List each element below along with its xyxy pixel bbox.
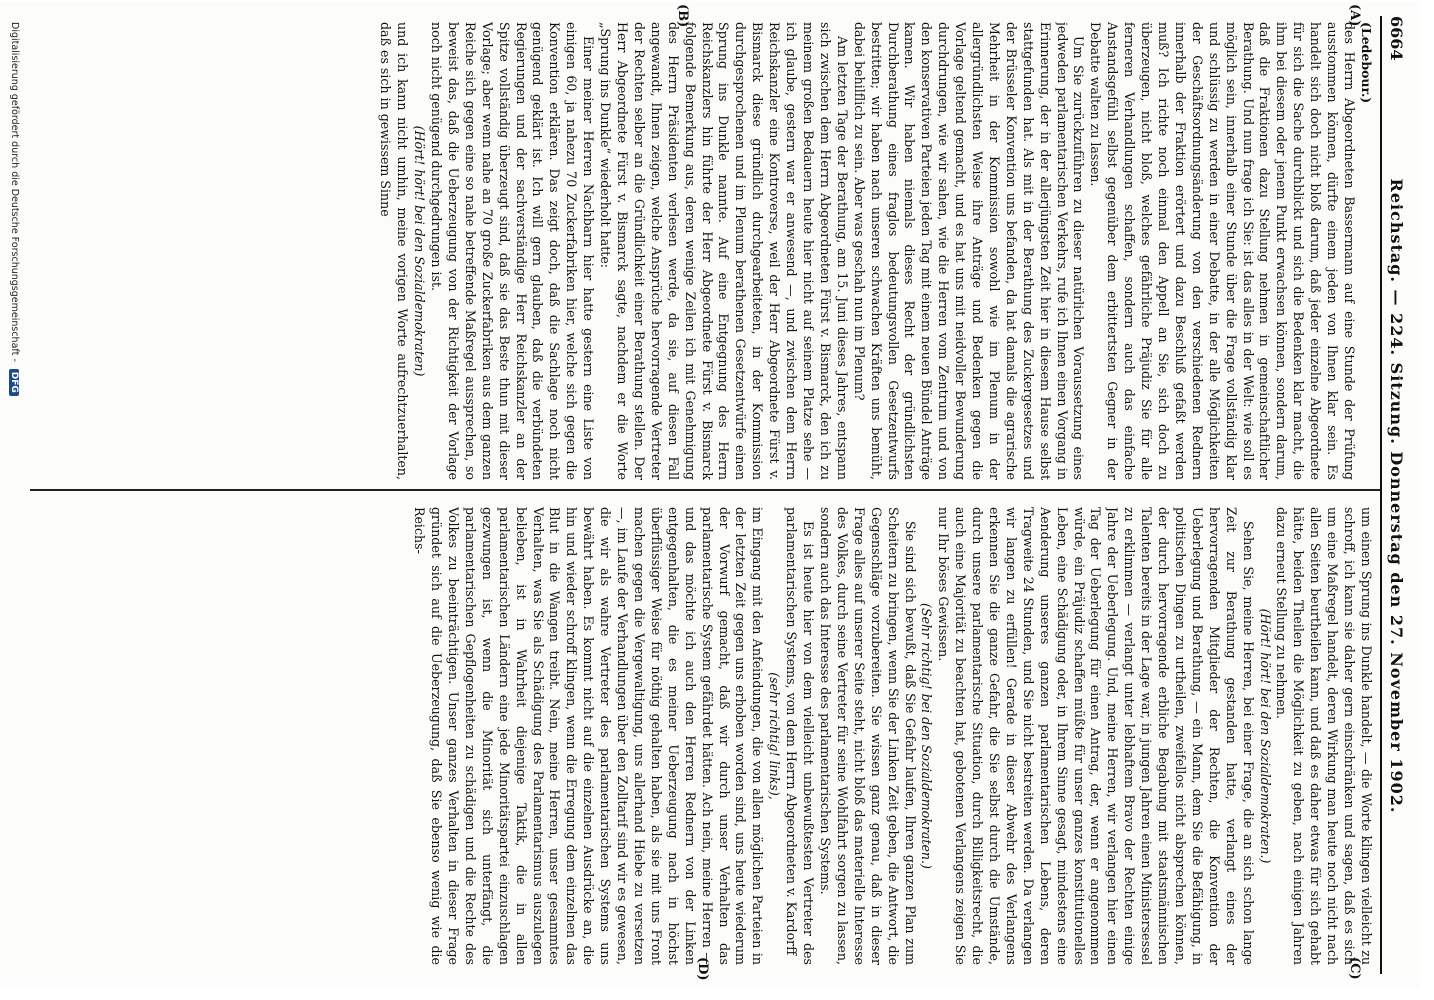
page-header [1380,16,1410,976]
right-paragraph: Sie sind sich bewußt, daß Sie Gefahr laufen, Ihren ganzen Plan zum Scheitern zu bringen, wenn Sie der Linken Zeit geben, die Antwort, die Gegenschläge vorzubereiten. Sie wissen ganz genau, daß in dieser Frage alles auf unserer Seite steht, nicht bloß das materielle Interesse des Volkes, durch seine Vertreter für seine Wohlfahrt sorgen zu lassen, sondern auch das Interesse des parlamentarischen Systems. [818,507,918,965]
dfg-logo: DFG [9,369,19,396]
right-paragraph: um einen Sprung ins Dunkle handelt, — die Worte klingen vielleicht zu schroff, ich kann sie daher gern einschränken und sagen, daß es sich um eine Maßregel handelt, deren Wirkung man heute noch nicht nach allen Seiten beurtheilen kann, und daß es daher etwas für sich gehabt hätte, beiden Theilen die Möglichkeit zu geben, nach einigen Jahren dazu erneut Stellung zu nehmen. [1274,507,1374,965]
left-paragraph: Um Sie zurückzuführen zu dieser natürlichen Voraussetzung eines jedweden parlamentarischen Verkehrs, rufe ich Ihnen einen Vorgang in Erinnerung, der in der allerjüngsten Zeit hier in diesem Hause selbst stattgefunden hat. Als mit in der Berathung des Zuckergesetzes und der Brüsseler Konvention uns befanden, da hat damals die agrarische Mehrheit in der Kommission sowohl wie im Plenum in der allergründlichsten Weise ihre Anträge und Bedenken gegen die Vorlage geltend gemacht, und es hat uns mit neidvoller Bewunderung durchdrungen, wie wir sahen, wie die Herren vom Zentrum und von den konservativen Parteien jeden Tag mit einem neuen Bündel Anträge kamen. Wir haben niemals dieses Recht der gründlichsten Durchberathung eines fraglos bedeutungsvollen Gesetzentwurfs bestritten; wir haben nach unseren schwachen Kräften uns bemüht, dabei behilflich zu sein. Aber was geschah nun im Plenum? [851,22,1087,480]
page-number: 6664 [1387,16,1406,61]
left-column [34,22,1374,480]
interjection: (Sehr richtig! bei den Sozialdemokraten.) [919,603,935,869]
margin-mark-b: (B) [675,4,690,28]
left-paragraph: des Herrn Abgeordneten Bassermann auf eine Stunde der Prüfung ausstommen können, dürfte einem jeden von Ihnen klar sein. Es handelt sich doch nicht bloß darum, daß jeder einzelne Abgeordnete für sich die Sache durchblickt und sich die Bedenken klar macht, die ihm bei diesem oder jenem Punkt erwachsen können, sondern darum, daß die Fraktionen dazu Stellung nehmen in gemeinschaftlicher Berathung. Und nun frage ich Sie: ist das alles in der Welt: wie soll es möglich sein, innerhalb einer Stunde über die Frage vollständig klar und schlüssig zu werden in einer Debatte, in der alle Möglichkeiten der Geschäftsordnungsänderung von den verschiedenen Rednern innerhalb der Fraktion erörtert und dazu Beschluß gefaßt werden muß? Ich richte noch einmal den Appell an Sie, sich doch zu überzeugen, nicht bloß, welches gefährliche Präjudiz Sie für alle ferneren Verhandlungen schaffen, sondern auch das einfache Anstandsgefühl selbst gegenüber dem erbittertsten Gegner in der Debatte walten zu lassen. [1088,22,1357,480]
digitization-footer [9,22,20,972]
margin-mark-c: (C) [1347,957,1362,980]
left-paragraph: und ich kann nicht umhin, meine vorigen Worte aufrechtzuerhalten, daß es sich in gewissem Sinne [378,22,411,480]
right-paragraph: im Eingang mit den Anfeindungen, die von allen möglichen Parteien in der letzten Zeit gegen uns erhoben worden sind, uns heute wiederum der Vorwurf gemacht, daß wir durch unser Verhalten das parlamentarische System gefährdet hätten. Ach nein, meine Herren — und das möchte ich auch den Herren Rednern von der Linken entgegenhalten, die es meiner Ueberzeugung nach in höchst überflüssiger Weise für nöthig gehalten haben, als sie mit uns Front machen gegen die Vergewaltigung, uns allerhand Hiebe zu versetzen —, im Laufe der Verhandlungen über den Zolltarif sind wir es gewesen, die wir als wahre Vertreter des parlamentarischen Systems uns bewährt haben. Es kommt nicht auf die einzelnen Ausdrücke an, die hin und wieder schroff klingen, wenn die Erregung dem einzelnen das Blut in die Wangen treibt. Nein, meine Herren, unser gesammtes Verhalten, was Sie als Schädigung des Parlamentarismus auszulegen belieben, ist in Wahrheit diejenige Taktik, die in allen parlamentarischen Ländern eine jede Minoritätspartei einzuschlagen gezwungen ist, wenn die Minorität sich unterfängt, die parlamentarischen Gepflogenheiten zu schädigen und die Rechte des Volkes zu beeinträchtigen. Unser ganzes Verhalten in dieser Frage gründet sich auf die Ueberzeugung, daß Sie ebenso wenig wie die Reichs- [412,507,766,965]
page-title: Reichstag. — 224. Sitzung. Donnerstag den 27. November 1902. [1387,178,1406,814]
interjection: (Hört! hört! bei den Sozialdemokraten) [412,125,428,377]
interjection: (Hört! hört! bei den Sozialdemokraten.) [1257,608,1273,864]
quoted-paragraph: Einer meiner Herren Nachbarn hier hatte gestern eine Liste von einigen 60, ja nahezu 70 Zuckerfabriken hier, welche sich gegen die Konvention erklären. Das zeigt doch, daß die Sachlage noch nicht genügend geklärt ist. Ich will gern glauben, daß die verbündeten Regierungen und der sachverständige Herr Reichskanzler an der Spitze vollständig überzeugt sind, daß sie das Beste thun mit dieser Vorlage; aber wenn nahe an 70 große Zuckerfabriken aus dem ganzen Reiche sich gegen eine so nahe betreffende Maßregel aussprechen, so beweist das, daß die Ueberzeugung von der Richtigkeit der Vorlage noch nicht genügend durchgedrungen ist. [429,22,597,480]
column-divider [30,489,1380,491]
footer-text: Digitalisierung gefördert durch die Deutsche Forschungsgemeinschaft - [9,22,20,362]
margin-mark-a: (A) [1347,4,1362,27]
right-paragraph: Es ist heute hier von dem vielleicht unbewußtesten Vertreter des parlamentarischen Systems, von dem Herrn Abgeordneten v. Kardorff [784,507,817,965]
right-paragraph: Sehen Sie, meine Herren, bei einer Frage, die an sich schon lange Zeit zur Berathung gestanden hatte, verlangt eines der hervorragenden Mitglieder der Rechten, die Konvention der Ueberlegung und Berathung, — ein Mann, dem Sie die Befähigung, in politischen Dingen zu urtheilen, zweifellos nicht absprechen können, der durch hervorragende erbliche Begabung mit staatsmännischen Talenten bereits in der Lage war, in jungen Jahren einen Ministersessel zu erklimmen — verlangt unter lebhaftem Bravo der Rechten einige Jahre der Ueberlegung. Und, meine Herren, wir verlangen hier einen Tag der Ueberlegung für einen Antrag, der, wenn er angenommen würde, ein Präjudiz schaffen müßte für unser ganzes konstitutionelles Leben, eine Schädigung oder, in Ihrem Sinne gesagt, mindestens eine Aenderung unseres ganzen parlamentarischen Lebens, deren Tragweite 24 Stunden, und Sie nicht bestreiten werden. Da verlangen wir langen zu erfüllen! Gerade in dieser Abwehr des Verlangens erkennen Sie die ganze Gefahr, die Sie selbst durch die Umstände, durch unsere parlamentarische Situation, durch Billigkeitsrecht, die auch eine Majorität zu beachten hat, gebotenen Verlangens zeigen Sie nur Ihr böses Gewissen. [936,507,1256,965]
left-paragraph: Am letzten Tage der Berathung, am 15. Juni dieses Jahres, entspann sich zwischen dem Herrn Abgeordneten Fürst v. Bismarck, den ich zu meinem großen Bedauern heute hier nicht auf seinem Platze sehe — ich glaube, gestern war er anwesend —, und zwischen dem Herrn Reichskanzler eine Kontroverse, weil der Herr Abgeordnete Fürst v. Bismarck diese gründlich durchgearbeiteten, in der Kommission durchgesprochenen und im Plenum berathenen Gesetzentwürfe einen Sprung ins Dunkle nannte. Auf eine Entgegnung des Herrn Reichskanzlers hin führte der Herr Abgeordnete Fürst v. Bismarck folgende Bemerkung aus, deren wenige Zeilen ich mit Genehmigung des Herrn Präsidenten verlesen werde, da sie, auf diesen Fall angewandt, Ihnen zeigen, welche Ansprüche hervorragende Vertreter der Rechten selber an die Gründlichkeit einer Berathung stellen. Der Herr Abgeordnete Fürst v. Bismarck sagte, nachdem er die Worte „Sprung ins Dunkle“ wiederholt hatte: [598,22,850,480]
margin-mark-d: (D) [695,957,710,981]
speaker-label: (Ledebour.) [1359,22,1374,104]
interjection: (sehr richtig! links), [767,672,783,800]
right-column [34,507,1374,965]
document-page [0,2,1420,987]
header-rule [1380,16,1382,974]
